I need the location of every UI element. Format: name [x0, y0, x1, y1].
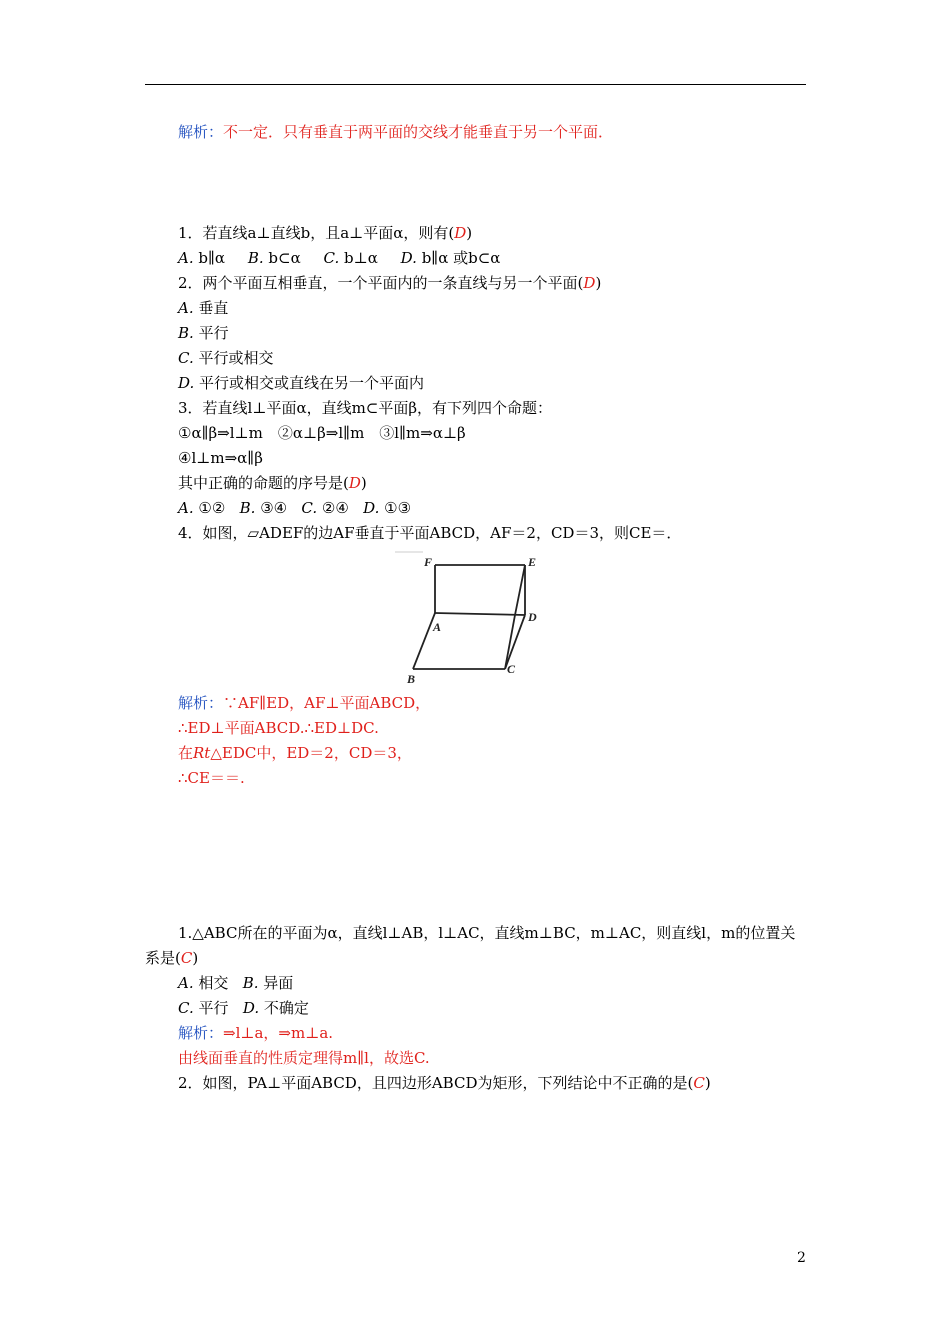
label-b: B	[407, 672, 416, 686]
question-3-props-2: ④l⊥m⇒α∥β	[178, 449, 263, 467]
option-b-text: ③④	[260, 499, 288, 517]
solution-label: 解析：	[178, 694, 224, 712]
question-3-stem: 3．若直线l⊥平面α，直线m⊂平面β，有下列四个命题：	[178, 399, 553, 417]
solution-label: 解析：	[178, 123, 224, 141]
question-1-options	[178, 248, 500, 268]
rt-symbol: Rt	[193, 744, 211, 762]
option-c-text: ②④	[321, 499, 349, 517]
q4-solution-line4: ∴CE＝＝.	[178, 769, 245, 787]
option-a-text: 相交	[198, 974, 229, 992]
solution-text: △EDC中，ED＝2，CD＝3，	[210, 744, 412, 762]
label-e: E	[528, 555, 537, 569]
option-b-text: 异面	[263, 974, 294, 992]
answer-letter: C	[180, 949, 193, 967]
solution-text: ∵AF∥ED，AF⊥平面ABCD，	[223, 694, 431, 712]
option-d-label: D.	[400, 249, 417, 267]
option-d-text: 不确定	[263, 999, 309, 1017]
option-c-text: b⊥α	[344, 249, 378, 267]
solution-text: 在	[178, 744, 194, 762]
question-3-props-1: ①α∥β⇒l⊥m ②α⊥β⇒l∥m ③l∥m⇒α⊥β	[178, 424, 466, 442]
option-c-label: C.	[178, 999, 194, 1017]
solution-label: 解析：	[178, 1024, 224, 1042]
option-a-label: A.	[178, 499, 194, 517]
s2-question-1-line1: 1.△ABC所在的平面为α，直线l⊥AB，l⊥AC，直线m⊥BC，m⊥AC，则直线l，m的位置关	[178, 924, 796, 942]
option-label: A.	[178, 299, 194, 317]
edge-ad	[435, 613, 525, 615]
page-number: 2	[797, 1250, 806, 1266]
header-rule	[145, 84, 806, 85]
option-text: 平行	[198, 324, 229, 342]
answer-letter: C	[693, 1074, 705, 1092]
question-2-option-b	[178, 323, 229, 343]
option-label: C.	[178, 349, 194, 367]
label-d: D	[528, 610, 537, 624]
paren-close: )	[192, 949, 199, 967]
question-2-option-d	[178, 373, 424, 393]
paren-close: )	[466, 224, 473, 242]
option-b-label: B.	[239, 499, 256, 517]
question-4-stem: 4．如图，▱ADEF的边AF垂直于平面ABCD，AF＝2，CD＝3，则CE＝．	[178, 524, 682, 542]
paren-close: )	[704, 1074, 711, 1092]
q4-solution-line2: ∴ED⊥平面ABCD.∴ED⊥DC.	[178, 719, 379, 737]
answer-letter: D	[348, 474, 361, 492]
question-1	[178, 223, 472, 243]
option-a-text: ①②	[198, 499, 226, 517]
option-d-text: ①③	[384, 499, 412, 517]
option-label: D.	[178, 374, 195, 392]
label-f: F	[424, 555, 433, 569]
edge-inner-c	[505, 615, 515, 669]
edge-dc	[505, 615, 525, 669]
solution-text: ⇒l⊥a，⇒m⊥a.	[223, 1024, 334, 1042]
option-a-text: b∥α	[198, 249, 226, 267]
paren-close: )	[595, 274, 602, 292]
question-stem: 1．若直线a⊥直线b，且a⊥平面α，则有(	[178, 224, 455, 242]
q4-solution-line3	[178, 743, 412, 763]
option-b-label: B.	[247, 249, 264, 267]
option-a-label: A.	[178, 249, 194, 267]
label-c: C	[507, 662, 516, 676]
question-2-option-c	[178, 348, 274, 368]
label-a: A	[433, 620, 442, 634]
question-stem: 2．如图，PA⊥平面ABCD，且四边形ABCD为矩形，下列结论中不正确的是(	[178, 1074, 694, 1092]
top-note	[178, 122, 613, 142]
answer-letter: D	[583, 274, 596, 292]
option-label: B.	[178, 324, 194, 342]
option-text: 垂直	[198, 299, 229, 317]
question-3-ask	[178, 473, 367, 493]
question-stem: 系是(	[145, 949, 181, 967]
edge-ab	[413, 613, 435, 669]
edge-e-inner	[515, 565, 525, 615]
option-text: 平行或相交	[198, 349, 274, 367]
q4-solution-line1	[178, 693, 430, 713]
solution-text: 不一定．只有垂直于两平面的交线才能垂直于另一个平面．	[223, 123, 614, 141]
geometry-figure	[395, 551, 540, 686]
s2-question-2	[178, 1073, 711, 1093]
option-d-label: D.	[242, 999, 260, 1017]
s2-question-1-options-row2	[178, 998, 309, 1018]
question-ask: 其中正确的命题的序号是(	[178, 474, 349, 492]
prism-diagram	[395, 551, 540, 686]
option-d-text: b∥α 或b⊂α	[421, 249, 501, 267]
s2-question-1-options-row1	[178, 973, 293, 993]
question-3-options	[178, 498, 411, 518]
s2-q1-solution-line1	[178, 1023, 333, 1043]
option-d-label: D.	[363, 499, 380, 517]
question-2	[178, 273, 601, 293]
answer-letter: D	[454, 224, 467, 242]
option-c-label: C.	[323, 249, 340, 267]
s2-q1-solution-line2: 由线面垂直的性质定理得m∥l，故选C.	[178, 1049, 430, 1067]
option-a-label: A.	[178, 974, 194, 992]
option-b-text: b⊂α	[268, 249, 301, 267]
paren-close: )	[360, 474, 367, 492]
option-c-text: 平行	[198, 999, 229, 1017]
question-2-option-a	[178, 298, 228, 318]
option-c-label: C.	[301, 499, 318, 517]
option-text: 平行或相交或直线在另一个平面内	[199, 374, 425, 392]
s2-question-1-line2	[145, 948, 198, 968]
option-b-label: B.	[242, 974, 259, 992]
question-stem: 2．两个平面互相垂直，一个平面内的一条直线与另一个平面(	[178, 274, 584, 292]
